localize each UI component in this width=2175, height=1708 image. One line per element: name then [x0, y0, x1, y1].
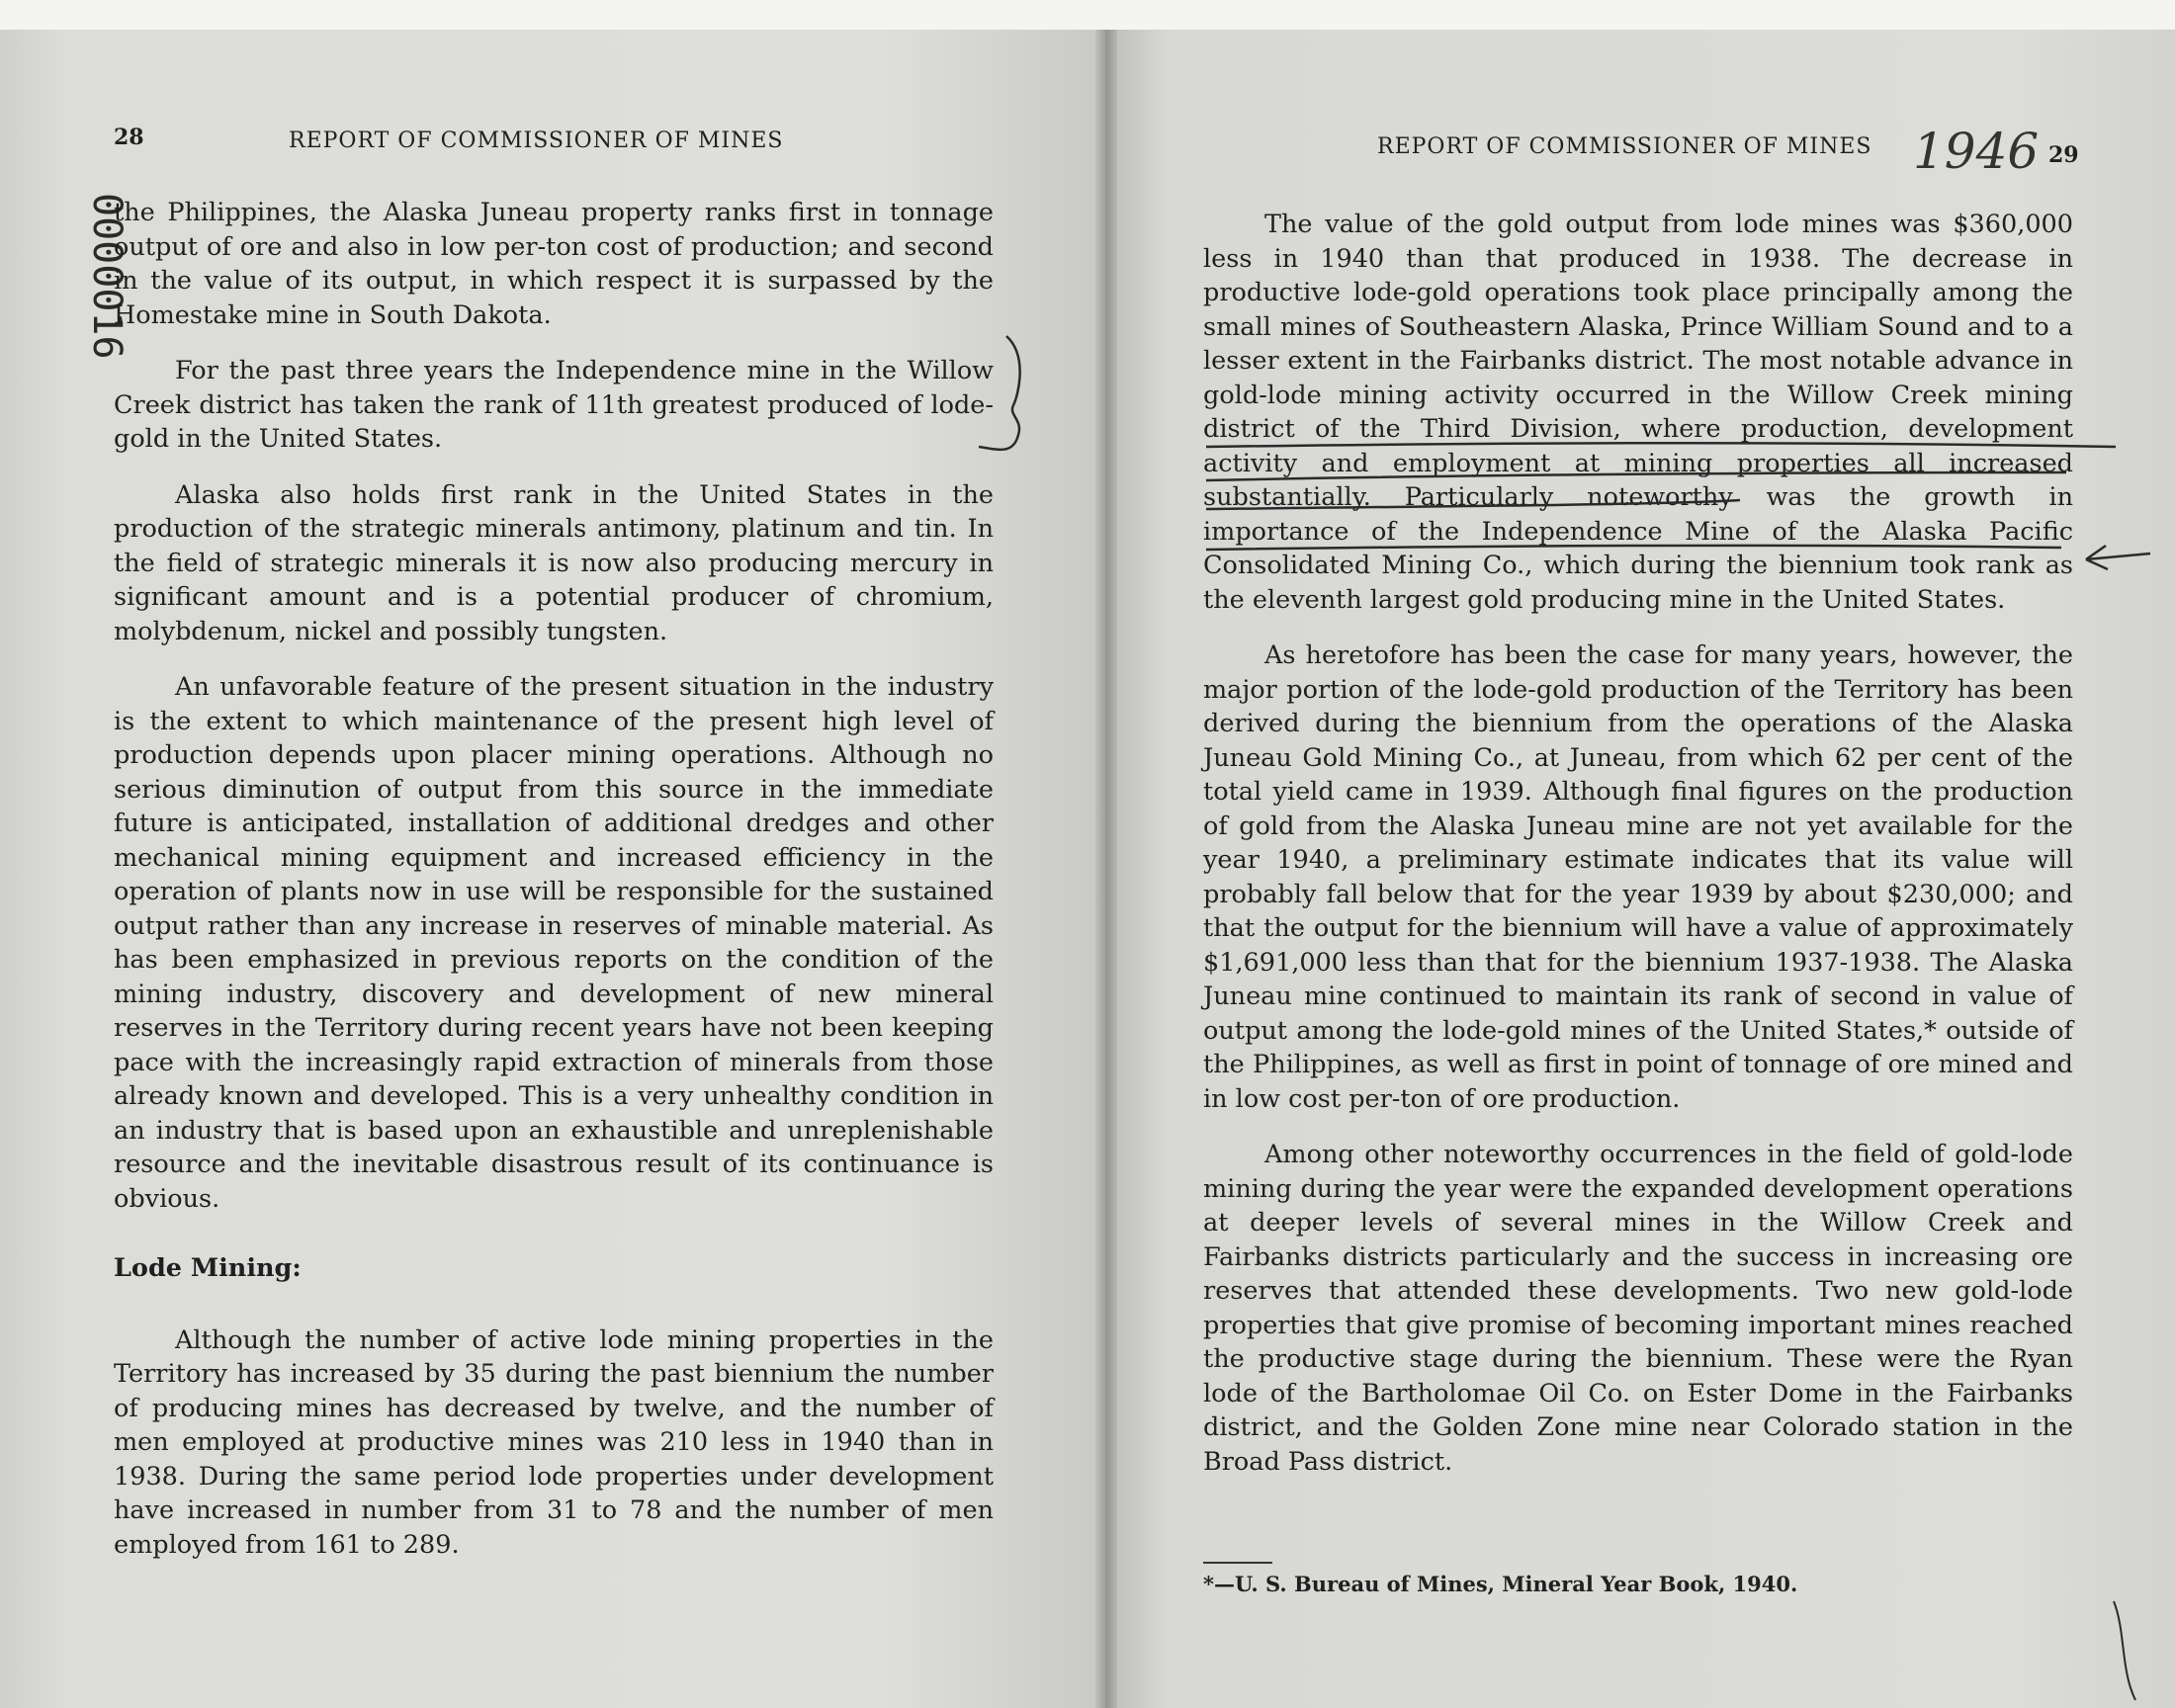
right-paragraph: As heretofore has been the case for many years, however, the major portion of the lode-gold production of the Territory has been derived during the biennium from the operations of the Alaska Juneau Gold Mining Co., at Juneau, from which 62 per cent of the total yield came in 1939. Although final figures on the production of gold from the Alaska Juneau mine are not yet available for the year 1940, a preliminary estimate indicates that its value will probably fall below that for the year 1939 by about $230,000; and that the output for the biennium will have a value of approximately $1,691,000 less than that for the biennium 1937-1938. The Alaska Juneau mine continued to maintain its rank of second in value of output among the lode-gold mines of the United States,* outside of the Philippines, as well as first in point of tonnage of ore mined and in low cost per-ton of ore production.	[1203, 640, 2073, 1114]
right-paragraph: The value of the gold output from lode mines was $360,000 less in 1940 than that produced in 1938. The decrease in productive lode-gold operations took place principally among the small mines of Southeastern Alaska, Prince William Sound and to a lesser extent in the Fairbanks district. The most notable advance in gold-lode mining activity occurred in the Willow Creek mining district of the Third Division, where production, development activity and employment at mining properties all increased substantially. Particularly noteworthy was the growth in importance of the Independence Mine of the Alaska Pacific Consolidated Mining Co., which during the biennium took rank as the eleventh largest gold producing mine in the United States.	[1203, 210, 2073, 615]
left-paragraph: For the past three years the Independence mine in the Willow Creek district has taken the rank of 11th greatest produced of lode-gold in the United States.	[114, 356, 994, 454]
right-page-header: REPORT OF COMMISSIONER OF MINES	[1377, 134, 1872, 159]
stamp-number	[57, 193, 130, 420]
left-page-header: REPORT OF COMMISSIONER OF MINES	[289, 128, 784, 153]
footnote-rule	[1203, 1562, 1272, 1564]
footnote: *—U. S. Bureau of Mines, Mineral Year Book, 1940.	[1203, 1572, 1798, 1596]
handwritten-year: 1946	[1913, 123, 2040, 180]
left-page-number: 28	[114, 125, 144, 150]
left-paragraph: Alaska also holds first rank in the United States in the production of the strategic minerals antimony, platinum and tin. In the field of strategic minerals it is now also producing mercury in significant amount and is a potential producer of chromium, molybdenum, nickel and possibly tungsten.	[114, 479, 994, 646]
right-page-number: 29	[2048, 142, 2079, 168]
left-paragraph: An unfavorable feature of the present situation in the industry is the extent to which maintenance of the present high level of production depends upon placer mining operations. Although no serious diminution of output from this source in the immediate future is anticipated, installation of additional dredges and other mechanical mining equipment and increased efficiency in the operation of plants now in use will be responsible for the sustained output rather than any increase in reserves of minable material. As has been emphasized in previous reports on the condition of the mining industry, discovery and development of new mineral reserves in the Territory during recent years have not been keeping pace with the increasingly rapid extraction of minerals from those already known and developed. This is a very unhealthy condition in an industry that is based upon an exhaustible and unreplenishable resource and the inevitable disastrous result of its continuance is obvious.	[114, 672, 994, 1214]
stamp-text: 0000016	[84, 193, 130, 360]
left-column	[114, 196, 994, 1576]
right-column	[1203, 208, 2073, 1493]
book-gutter	[1095, 30, 1117, 1708]
section-heading-lode-mining: Lode Mining:	[114, 1253, 302, 1283]
right-paragraph: Among other noteworthy occurrences in the field of gold-lode mining during the year were the expanded development operations at deeper levels of several mines in the Willow Creek and Fairbanks districts particularly and the success in increasing ore reserves that attended these developments. Two new gold-lode properties that give promise of becoming important mines reached the productive stage during the biennium. These were the Ryan lode of the Bartholomae Oil Co. on Ester Dome in the Fairbanks district, and the Golden Zone mine near Colorado station in the Broad Pass district.	[1203, 1140, 2073, 1477]
left-paragraph: Although the number of active lode mining properties in the Territory has increased by 35 during the past biennium the number of producing mines has decreased by twelve, and the number of men employed at productive mines was 210 less in 1940 than in 1938. During the same period lode properties under development have increased in number from 31 to 78 and the number of men employed from 161 to 289.	[114, 1324, 994, 1560]
left-paragraph: the Philippines, the Alaska Juneau property ranks first in tonnage output of ore and also in low per-ton cost of production; and second in the value of its output, in which respect it is surpassed by the Homestake mine in South Dakota.	[114, 198, 994, 330]
